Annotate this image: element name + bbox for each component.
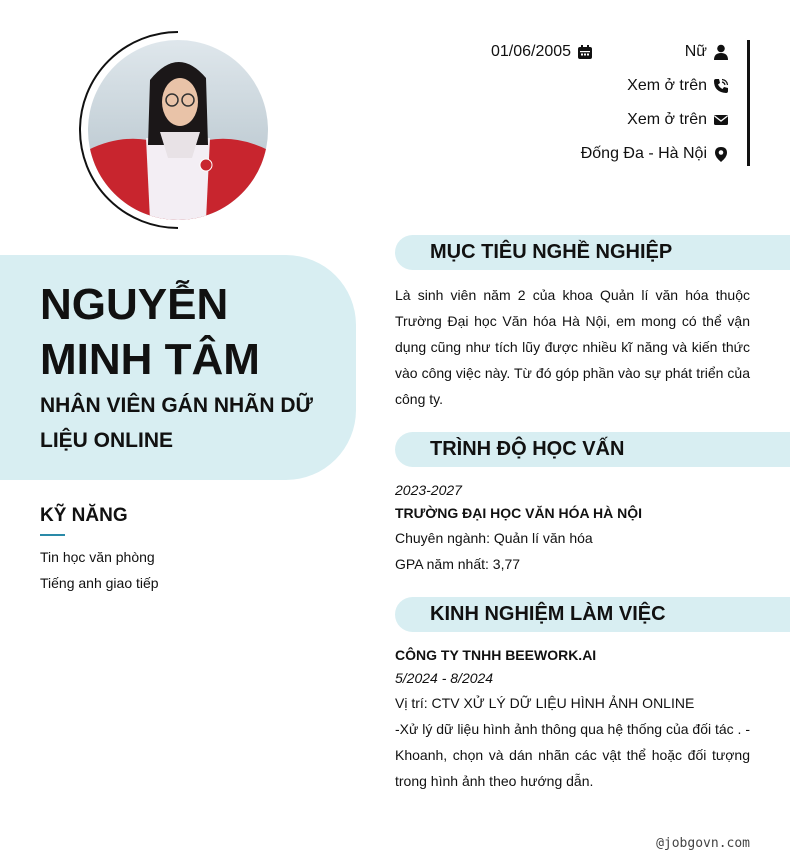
gender-row — [685, 41, 729, 63]
contact-info — [400, 40, 750, 166]
experience-title: KINH NGHIỆM LÀM VIỆC — [430, 603, 666, 625]
full-name: NGUYỄN MINH TÂM — [40, 280, 260, 384]
address-text: Đống Đa - Hà Nội — [580, 145, 707, 162]
dob-text: 01/06/2005 — [491, 43, 572, 60]
envelope-icon — [713, 112, 729, 128]
experience-description: -Xử lý dữ liệu hình ảnh thông qua hệ thống của đối tác . -Khoanh, chọn và dán nhãn các vật thể hoặc đối tượng trong hình ảnh theo hướng dẫn. — [395, 721, 750, 789]
experience-company: CÔNG TY TNHH BEEWORK.AI — [395, 647, 597, 663]
job-title: NHÂN VIÊN GÁN NHÃN DỮ LIỆU ONLINE — [40, 394, 313, 452]
watermark: @jobgovn.com — [656, 836, 750, 851]
education-title: TRÌNH ĐỘ HỌC VẤN — [430, 438, 625, 460]
education-gpa: GPA năm nhất: 3,77 — [395, 556, 521, 572]
skill-item: Tiếng anh giao tiếp — [40, 575, 159, 591]
map-pin-icon — [713, 146, 729, 162]
objective-text: Là sinh viên năm 2 của khoa Quản lí văn hóa thuộc Trường Đại học Văn hóa Hà Nội, em mong có thể vận dụng cũng như tích lũy được nhiều kĩ năng và kiến thức vào công việc này. Từ đó góp phần vào sự phát triển của công ty. — [395, 287, 750, 407]
name-panel — [0, 255, 356, 480]
phone-icon — [713, 78, 729, 94]
avatar — [78, 30, 278, 230]
experience-header — [395, 597, 790, 632]
email-row — [627, 109, 729, 131]
education-school: TRƯỜNG ĐẠI HỌC VĂN HÓA HÀ NỘI — [395, 505, 643, 521]
dob-row — [491, 41, 593, 63]
education-header — [395, 432, 790, 467]
skills-underline — [40, 534, 65, 536]
experience-position: Vị trí: CTV XỬ LÝ DỮ LIỆU HÌNH ẢNH ONLINE — [395, 695, 695, 711]
person-icon — [713, 44, 729, 60]
profile-photo — [88, 40, 268, 220]
address-row — [581, 143, 729, 165]
email-text: Xem ở trên — [627, 111, 707, 128]
education-major: Chuyên ngành: Quản lí văn hóa — [395, 530, 593, 546]
gender-text: Nữ — [684, 43, 707, 60]
experience-period: 5/2024 - 8/2024 — [395, 670, 494, 686]
objective-title: MỤC TIÊU NGHỀ NGHIỆP — [430, 241, 673, 263]
objective-header — [395, 235, 790, 270]
skills-heading: KỸ NĂNG — [40, 505, 128, 526]
education-years: 2023-2027 — [395, 482, 462, 498]
skill-item: Tin học văn phòng — [40, 549, 155, 565]
phone-text: Xem ở trên — [627, 77, 707, 94]
calendar-icon — [577, 44, 593, 60]
phone-row — [627, 75, 729, 97]
